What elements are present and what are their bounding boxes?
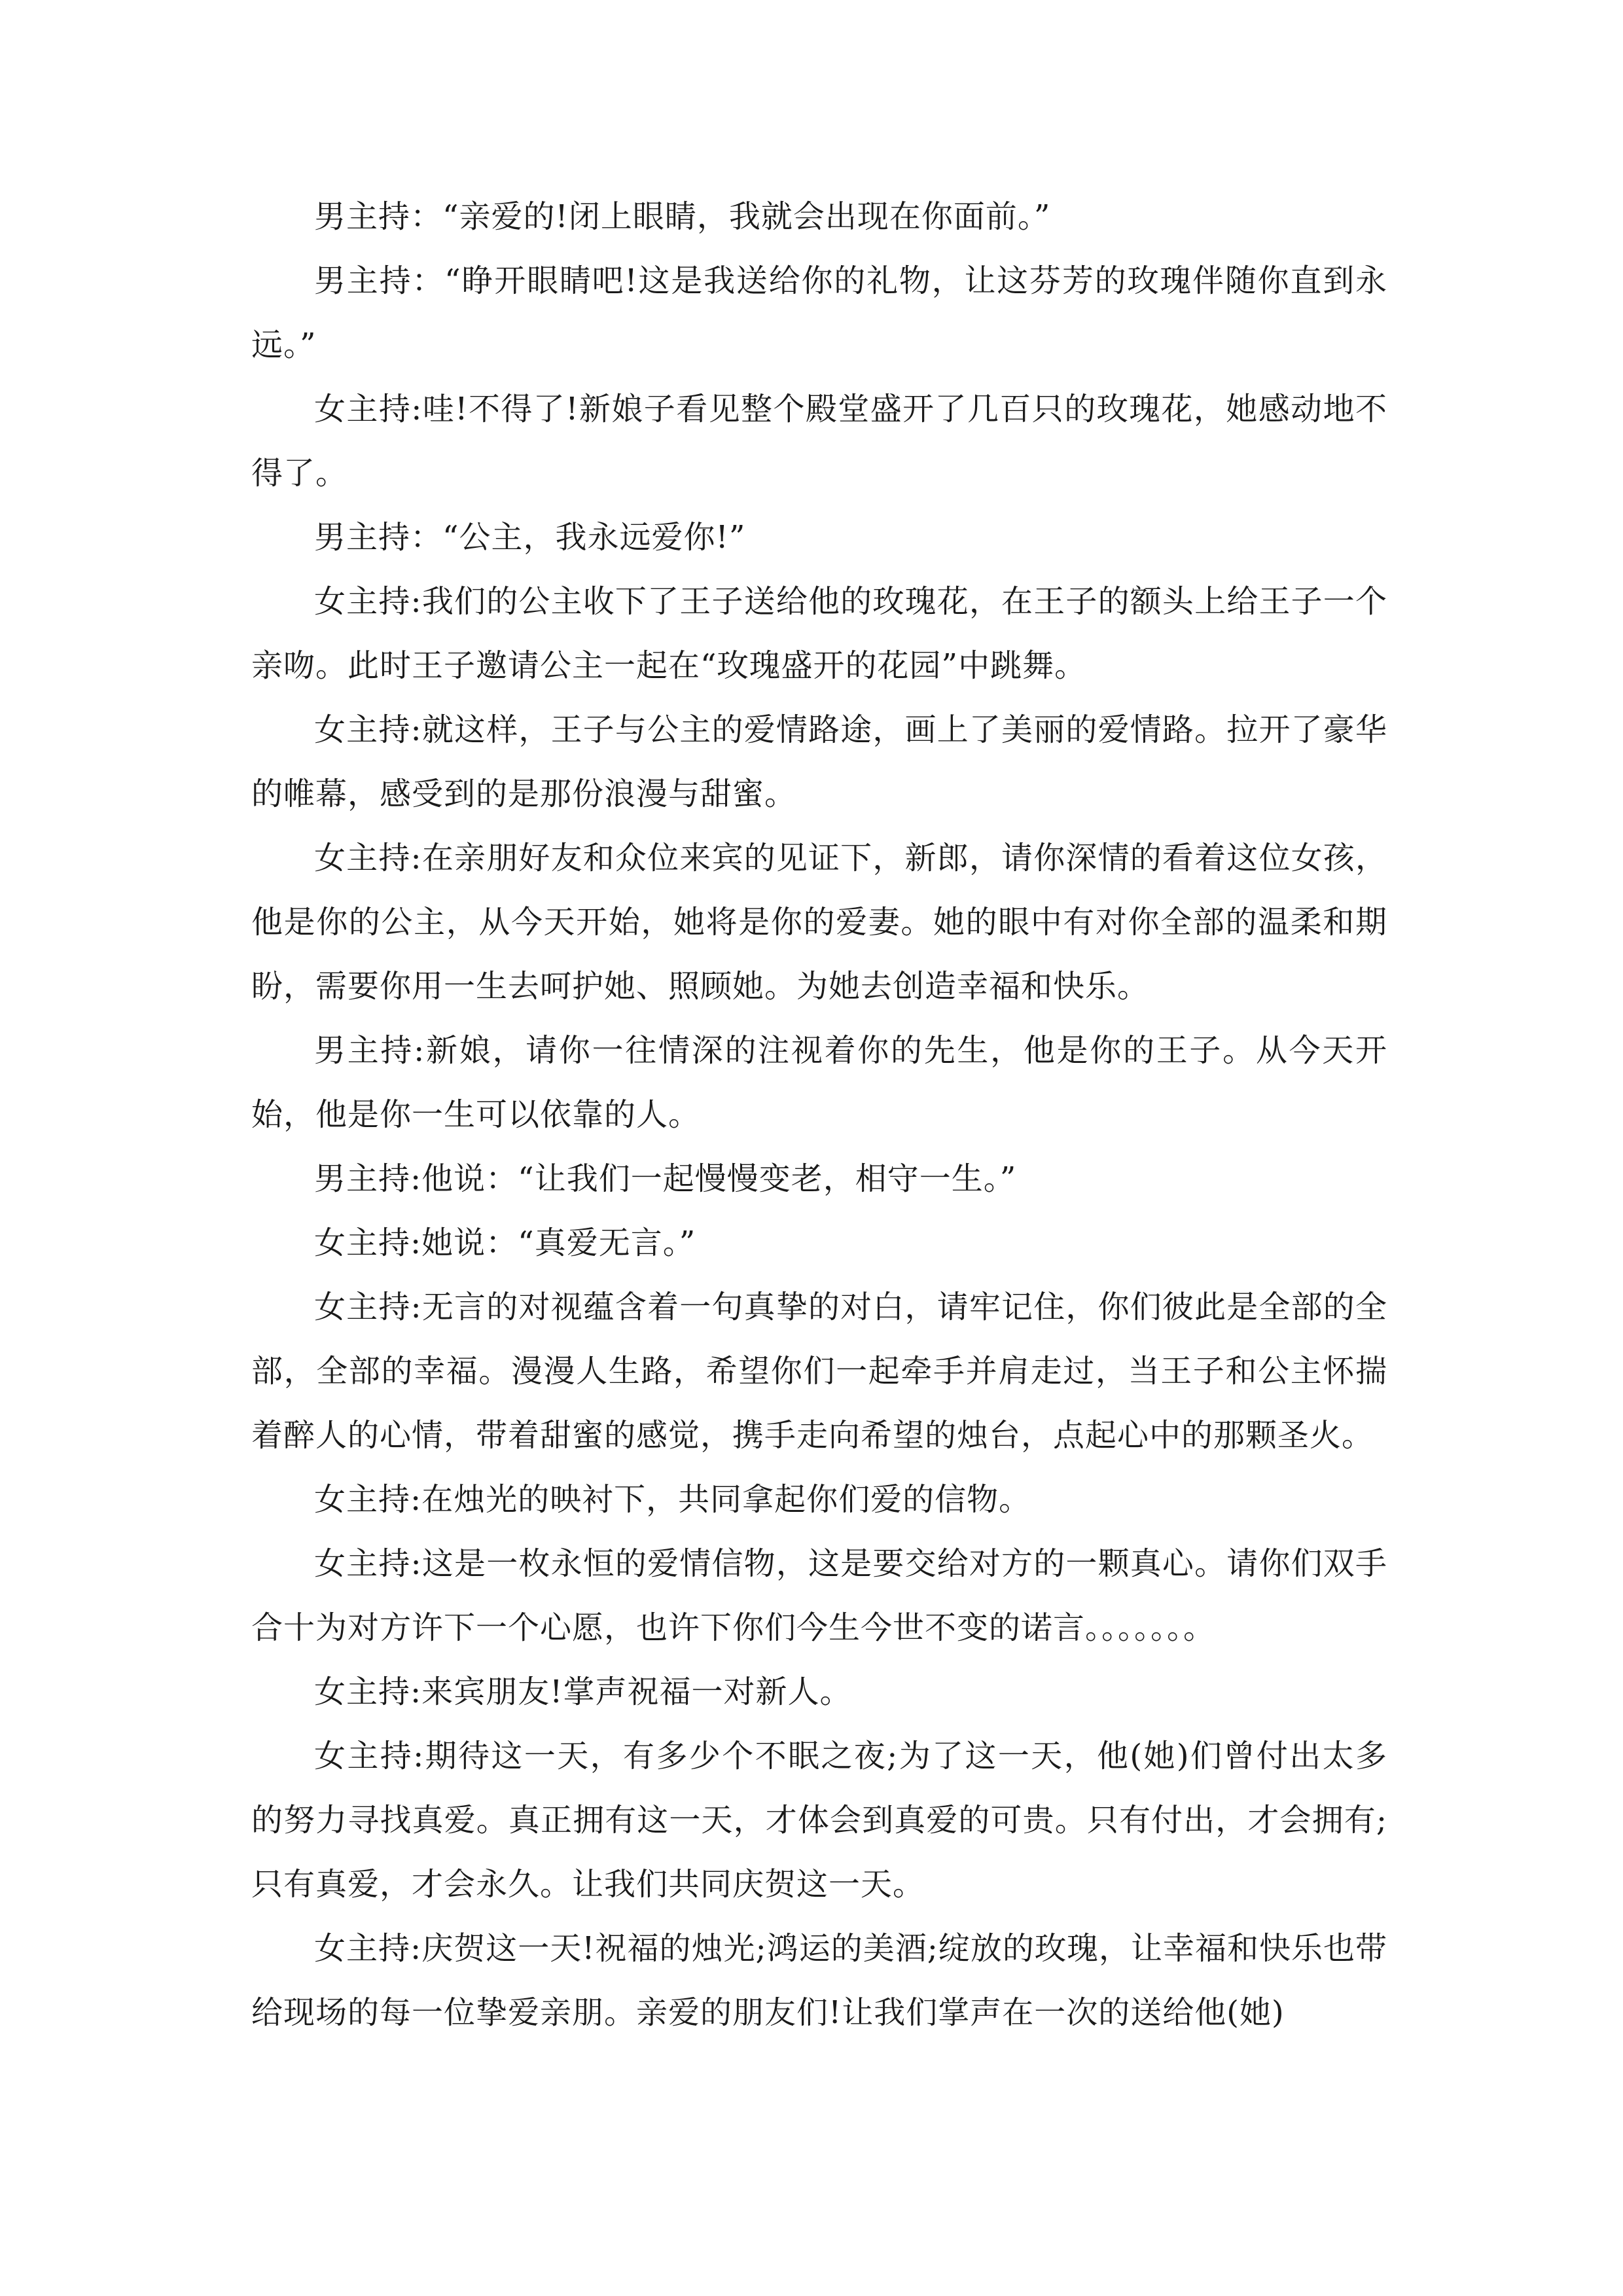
paragraph: 女主持:她说：“真爱无言。” [314, 1225, 696, 1261]
body-text [251, 185, 1387, 2045]
paragraph: 女主持:就这样，王子与公主的爱情路途，画上了美丽的爱情路。拉开了豪华的帷幕，感受到的是那份浪漫与甜蜜。 [251, 711, 1387, 812]
paragraph: 女主持:这是一枚永恒的爱情信物，这是要交给对方的一颗真心。请你们双手合十为对方许下一个心愿，也许下你们今生今世不变的诺言。。。。。。。 [251, 1545, 1387, 1646]
paragraph: 女主持:无言的对视蕴含着一句真挚的对白，请牢记住，你们彼此是全部的全部，全部的幸福。漫漫人生路，希望你们一起牵手并肩走过，当王子和公主怀揣着醉人的心情，带着甜蜜的感觉，携手走向希望的烛台，点起心中的那颗圣火。 [251, 1289, 1387, 1454]
paragraph: 女主持:期待这一天，有多少个不眠之夜;为了这一天，他(她)们曾付出太多的努力寻找真爱。真正拥有这一天，才体会到真爱的可贵。只有付出，才会拥有;只有真爱，才会永久。让我们共同庆贺这一天。 [251, 1738, 1387, 1903]
paragraph: 女主持:在亲朋好友和众位来宾的见证下，新郎，请你深情的看着这位女孩，他是你的公主，从今天开始，她将是你的爱妻。她的眼中有对你全部的温柔和期盼，需要你用一生去呵护她、照顾她。为她去创造幸福和快乐。 [251, 840, 1387, 1005]
paragraph: 女主持:在烛光的映衬下，共同拿起你们爱的信物。 [314, 1481, 1031, 1518]
paragraph: 女主持:哇!不得了!新娘子看见整个殿堂盛开了几百只的玫瑰花，她感动地不得了。 [251, 391, 1387, 492]
paragraph: 女主持:来宾朋友!掌声祝福一对新人。 [314, 1674, 852, 1710]
paragraph: 男主持：“公主，我永远爱你!” [314, 519, 746, 556]
paragraph: 女主持:我们的公主收下了王子送给他的玫瑰花，在王子的额头上给王子一个亲吻。此时王子邀请公主一起在“玫瑰盛开的花园”中跳舞。 [251, 583, 1387, 684]
paragraph: 女主持:庆贺这一天!祝福的烛光;鸿运的美酒;绽放的玫瑰，让幸福和快乐也带给现场的每一位挚爱亲朋。亲爱的朋友们!让我们掌声在一次的送给他(她) [251, 1930, 1387, 2031]
paragraph: 男主持:新娘，请你一往情深的注视着你的先生，他是你的王子。从今天开始，他是你一生可以依靠的人。 [251, 1032, 1387, 1133]
paragraph: 男主持：“睁开眼睛吧!这是我送给你的礼物，让这芬芳的玫瑰伴随你直到永远。” [251, 262, 1387, 363]
paragraph: 男主持:他说：“让我们一起慢慢变老，相守一生。” [314, 1160, 1017, 1197]
paragraph: 男主持：“亲爱的!闭上眼睛，我就会出现在你面前。” [314, 198, 1051, 235]
